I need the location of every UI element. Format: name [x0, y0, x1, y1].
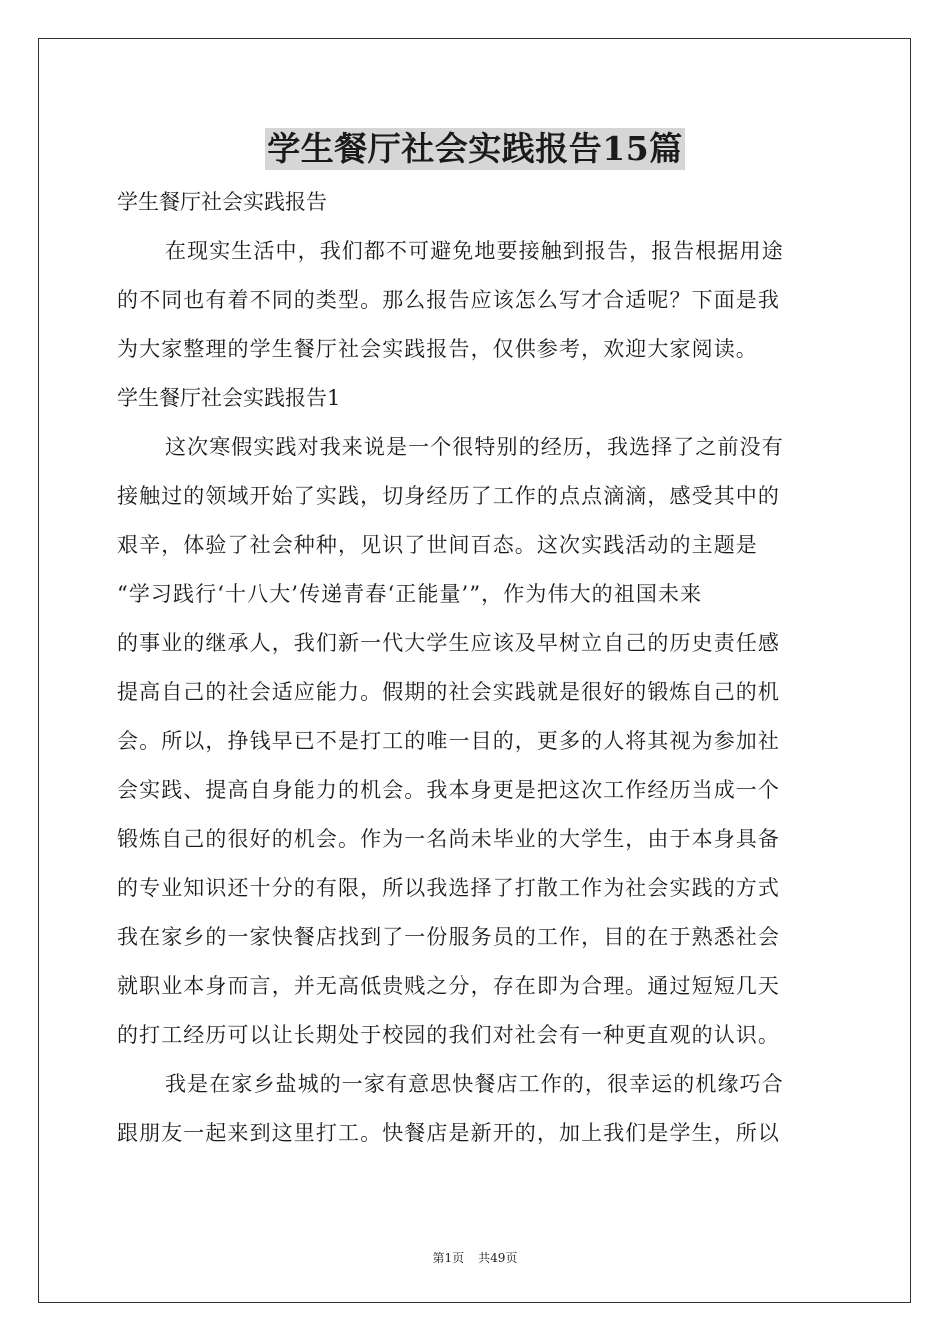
paragraph-line: 会。所以，挣钱早已不是打工的唯一目的，更多的人将其视为参加社: [117, 729, 780, 753]
paragraph-line: 就职业本身而言，并无高低贵贱之分，存在即为合理。通过短短几天: [117, 974, 780, 998]
paragraph-line: 艰辛，体验了社会种种，见识了世间百态。这次实践活动的主题是: [117, 533, 758, 557]
page-total: 共49页: [478, 1251, 518, 1265]
paragraph-line: 会实践、提高自身能力的机会。我本身更是把这次工作经历当成一个: [117, 778, 780, 802]
section-heading: 学生餐厅社会实践报告1: [117, 386, 341, 410]
title-container: [0, 128, 950, 170]
paragraph-line: 提高自己的社会适应能力。假期的社会实践就是很好的锻炼自己的机: [117, 680, 780, 704]
paragraph-line: 的不同也有着不同的类型。那么报告应该怎么写才合适呢？下面是我: [117, 288, 780, 312]
paragraph-line: 的事业的继承人，我们新一代大学生应该及早树立自己的历史责任感: [117, 631, 780, 655]
document-title: 学生餐厅社会实践报告15篇: [267, 129, 683, 168]
page-footer: [0, 1249, 950, 1266]
page-number: 第1页: [432, 1251, 465, 1265]
section-heading: 学生餐厅社会实践报告: [117, 190, 327, 214]
paragraph-line: 我在家乡的一家快餐店找到了一份服务员的工作，目的在于熟悉社会: [117, 925, 780, 949]
paragraph-line: 为大家整理的学生餐厅社会实践报告，仅供参考，欢迎大家阅读。: [117, 337, 758, 361]
paragraph-line: 锻炼自己的很好的机会。作为一名尚未毕业的大学生，由于本身具备: [117, 827, 780, 851]
paragraph-line: 我是在家乡盐城的一家有意思快餐店工作的，很幸运的机缘巧合: [165, 1072, 784, 1096]
paragraph-line: “学习践行‘十八大’传递青春‘正能量’”，作为伟大的祖国未来: [117, 582, 703, 606]
paragraph-line: 的专业知识还十分的有限，所以我选择了打散工作为社会实践的方式: [117, 876, 780, 900]
paragraph-line: 的打工经历可以让长期处于校园的我们对社会有一种更直观的认识。: [117, 1023, 780, 1047]
paragraph-line: 接触过的领域开始了实践，切身经历了工作的点点滴滴，感受其中的: [117, 484, 780, 508]
paragraph-line: 这次寒假实践对我来说是一个很特别的经历，我选择了之前没有: [165, 435, 784, 459]
paragraph-line: 跟朋友一起来到这里打工。快餐店是新开的，加上我们是学生，所以: [117, 1121, 780, 1145]
paragraph-line: 在现实生活中，我们都不可避免地要接触到报告，报告根据用途: [165, 239, 784, 263]
document-body: [117, 178, 837, 1158]
